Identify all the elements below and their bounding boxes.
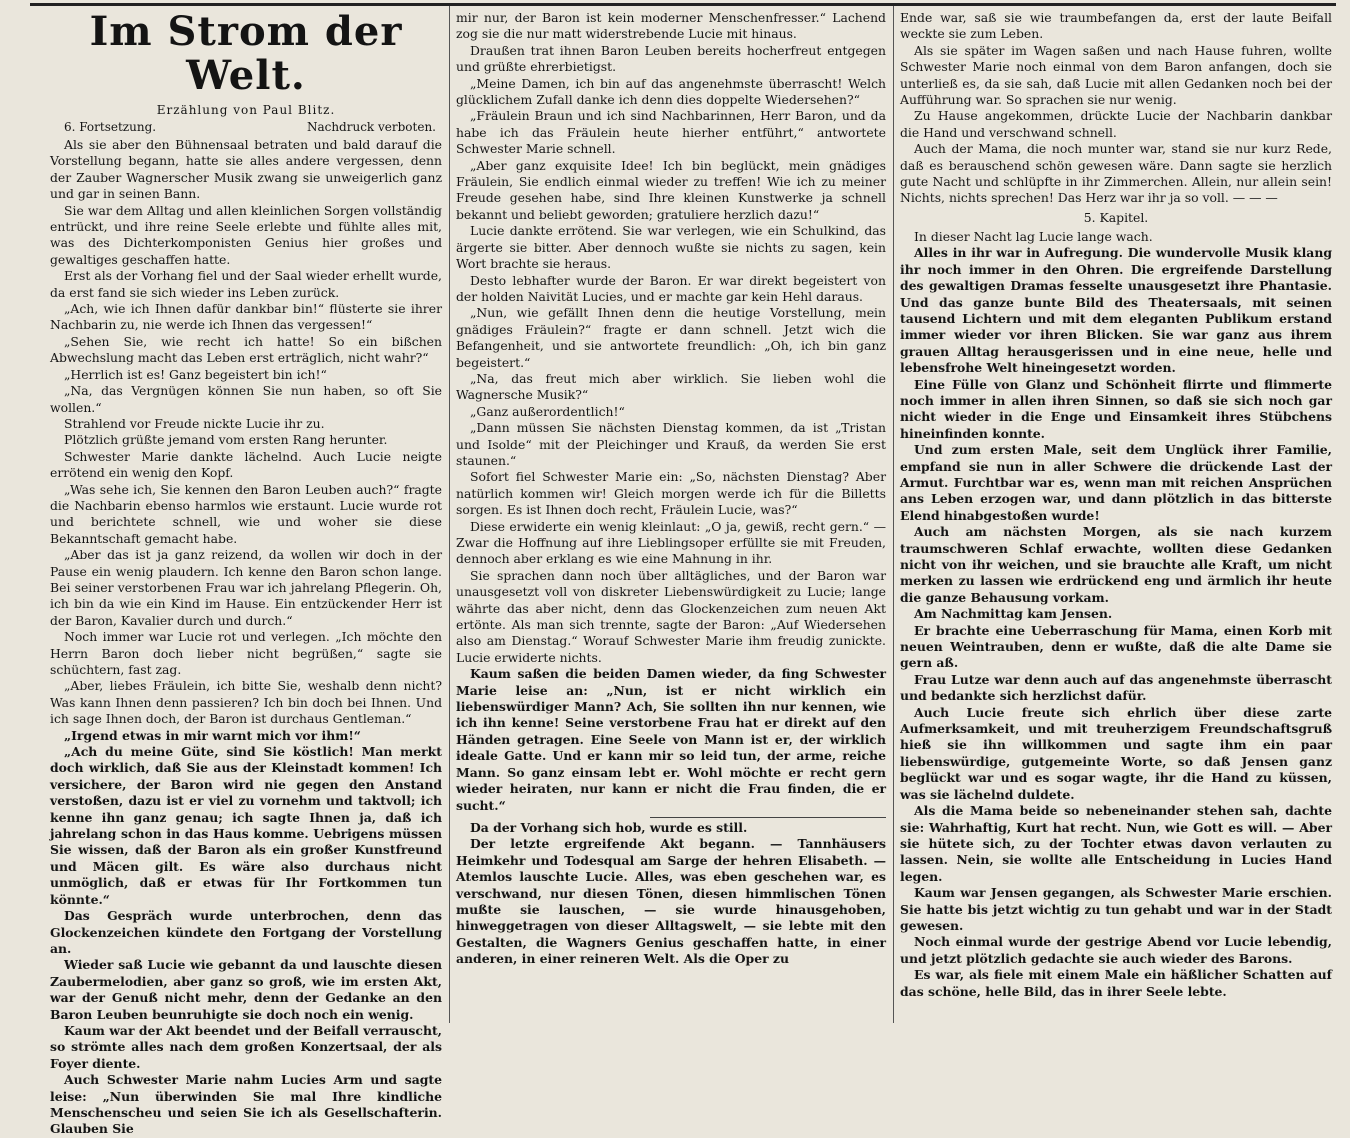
paragraph: Auch am nächsten Morgen, als sie nach kurzem traumschweren Schlaf erwachte, wollten diese Gedanken nicht von ihr weichen, und sie brauchte alle Kraft, um nicht merken zu lassen wie erdrückend eng und ärmlich ihr heute die ganze Behausung vorkam.	[900, 524, 1332, 605]
paragraph: Sie sprachen dann noch über alltägliches, und der Baron war unausgesetzt voll von diskreter Liebenswürdigkeit zu Lucie; lange währte das aber nicht, denn das Glockenzeichen zum neuen Akt ertönte. Als man sich trennte, sagte der Baron: „Auf Wiedersehen also am Dienstag.“ Worauf Schwester Marie ihm freudig zunickte. Lucie erwiderte nichts.	[456, 567, 886, 665]
paragraph: „Herrlich ist es! Ganz begeistert bin ich!“	[64, 366, 327, 382]
paragraph: Kaum war Jensen gegangen, als Schwester Marie erschien. Sie hatte bis jetzt wichtig zu tun gehabt und war in der Stadt gewesen.	[900, 885, 1332, 933]
paragraph: Das Gespräch wurde unterbrochen, denn das Glockenzeichen kündete den Fortgang der Vorstellung an.	[50, 908, 442, 956]
article-meta	[50, 119, 442, 136]
paragraph: mir nur, der Baron ist kein moderner Menschenfresser.“ Lachend zog sie die nur matt widerstrebende Lucie mit hinaus.	[456, 10, 886, 42]
paragraph: Lucie dankte errötend. Sie war verlegen, wie ein Schulkind, das ärgerte sie bitter. Aber dennoch wußte sie nichts zu sagen, kein Wort brachte sie heraus.	[456, 223, 886, 272]
column-1	[50, 8, 442, 1137]
paragraph: „Na, das Vergnügen können Sie nun haben, so oft Sie wollen.“	[50, 383, 442, 415]
paragraph: Erst als der Vorhang fiel und der Saal wieder erhellt wurde, da erst fand sie sich wieder ins Leben zurück.	[50, 268, 442, 300]
paragraph: Frau Lutze war denn auch auf das angenehmste überrascht und bedankte sich herzlichst dafür.	[900, 671, 1332, 704]
paragraph: Alles in ihr war in Aufregung. Die wundervolle Musik klang ihr noch immer in den Ohren. Die ergreifende Darstellung des gewaltigen Dramas fesselte unausgesetzt ihre Phantasie. Und das ganze bunte Bild des Theatersaals, mit seinen tausend Lichtern und mit dem eleganten Publikum erstand immer wieder vor ihren Blicken. Sie war ganz aus ihrem grauen Alltag herausgerissen und in eine neue, helle und lebensfrohe Welt hineingesetzt worden.	[900, 245, 1332, 376]
paragraph: Auch der Mama, die noch munter war, stand sie nur kurz Rede, daß es berauschend schön gewesen wäre. Dann sagte sie herzlich gute Nacht und schlüpfte in ihr Zimmerchen. Allein, nur allein sein! Nichts, nichts sprechen! Das Herz war ihr ja so voll. — — —	[900, 141, 1332, 206]
paragraph: „Ach du meine Güte, sind Sie köstlich! Man merkt doch wirklich, daß Sie aus der Kleinstadt kommen! Ich versichere, der Baron wird nie gegen den Anstand verstoßen, dazu ist er viel zu vornehm und taktvoll; ich kenne ihn ganz genau; ich sagte Ihnen ja, daß ich jahrelang schon in das Haus komme. Uebrigens müssen Sie wissen, daß der Baron als ein großer Kunstfreund und Mäcen gilt. Es wäre also durchaus nicht unmöglich, daß er etwas für Ihr Fortkommen tun könnte.“	[50, 744, 442, 907]
paragraph: Er brachte eine Ueberraschung für Mama, einen Korb mit neuen Weintrauben, denn er wußte, daß die alte Dame sie gern aß.	[900, 622, 1332, 671]
section-rule	[650, 817, 887, 818]
paragraph: Ende war, saß sie wie traumbefangen da, erst der laute Beifall weckte sie zum Leben.	[900, 10, 1332, 42]
paragraph: Zu Hause angekommen, drückte Lucie der Nachbarin dankbar die Hand und verschwand schnell.	[900, 108, 1332, 140]
paragraph: Es war, als fiele mit einem Male ein häßlicher Schatten auf das schöne, helle Bild, das in ihrer Seele lebte.	[900, 967, 1332, 999]
paragraph: „Aber das ist ja ganz reizend, da wollen wir doch in der Pause ein wenig plaudern. Ich kenne den Baron schon lange. Bei seiner verstorbenen Frau war ich jahrelang Pflegerin. Oh, ich bin da wie ein Kind im Hause. Ein entzückender Herr ist der Baron, Kavalier durch und durch.“	[50, 547, 442, 628]
paragraph: „Aber, liebes Fräulein, ich bitte Sie, weshalb denn nicht? Was kann Ihnen denn passieren? Ich bin doch bei Ihnen. Und ich sage Ihnen doch, der Baron ist durchaus Gentleman.“	[50, 678, 442, 727]
paragraph: „Irgend etwas in mir warnt mich vor ihm!“	[64, 727, 361, 743]
paragraph: „Meine Damen, ich bin auf das angenehmste überrascht! Welch glücklichem Zufall danke ich denn dies doppelte Wiedersehen?“	[456, 75, 886, 108]
paragraph: Draußen trat ihnen Baron Leuben bereits hocherfreut entgegen und grüßte ehrerbietigst.	[456, 42, 886, 75]
paragraph: Am Nachmittag kam Jensen.	[914, 606, 1113, 622]
paragraph: Kaum war der Akt beendet und der Beifall verrauscht, so strömte alles nach dem großen Konzertsaal, der als Foyer diente.	[50, 1022, 442, 1071]
paragraph: „Aber ganz exquisite Idee! Ich bin beglückt, mein gnädiges Fräulein, Sie endlich einmal wieder zu treffen! Wie ich zu meiner Freude gesehen habe, sind Ihre kleinen Kunstwerke ja schnell bekannt und beliebt geworden; gratuliere herzlich dazu!“	[456, 157, 886, 222]
paragraph: Eine Fülle von Glanz und Schönheit flirrte und flimmerte noch immer in allen ihren Sinnen, so daß sie sich noch gar nicht wieder in die Enge und Einsamkeit ihres Stübchens hineinfinden konnte.	[900, 376, 1332, 441]
paragraph: „Dann müssen Sie nächsten Dienstag kommen, da ist „Tristan und Isolde“ mit der Pleichinger und Krauß, da werden Sie erst staunen.“	[456, 420, 886, 468]
paragraph: Noch immer war Lucie rot und verlegen. „Ich möchte den Herrn Baron doch lieber nicht begrüßen,“ sagte sie schüchtern, fast zag.	[50, 629, 442, 677]
paragraph: Sie war dem Alltag und allen kleinlichen Sorgen vollständig entrückt, und ihre reine Seele erlebte und fühlte alles mit, was des Dichterkomponisten Genius hier großes und gewaltiges geschaffen hatte.	[50, 202, 442, 267]
installment-label: 6. Fortsetzung.	[64, 120, 157, 134]
column-3	[900, 10, 1332, 1023]
column-rule	[449, 6, 450, 1023]
paragraph: Da der Vorhang sich hob, wurde es still.	[470, 819, 748, 835]
paragraph: „Na, das freut mich aber wirklich. Sie lieben wohl die Wagnersche Musik?“	[456, 370, 886, 403]
chapter-heading: 5. Kapitel.	[1083, 209, 1149, 225]
column-rule	[893, 6, 894, 1023]
paragraph: Kaum saßen die beiden Damen wieder, da fing Schwester Marie leise an: „Nun, ist er nicht wirklich ein liebenswürdiger Mann? Ach, Sie sollten ihn nur kennen, wie ich ihn kenne! Seine verstorbene Frau hat er direkt auf den Händen getragen. Eine Seele von Mann ist er, der wirklich ideale Gatte. Und er kann mir so leid tun, der arme, reiche Mann. So ganz einsam lebt er. Wohl möchte er recht gern wieder heiraten, nur kann er nicht die Frau finden, die er sucht.“	[456, 666, 886, 813]
paragraph: „Was sehe ich, Sie kennen den Baron Leuben auch?“ fragte die Nachbarin ebenso harmlos wie erstaunt. Lucie wurde rot und berichtete schnell, wie und woher sie diese Bekanntschaft gemacht habe.	[50, 481, 442, 546]
paragraph: Desto lebhafter wurde der Baron. Er war direkt begeistert von der holden Naivität Lucies, und er machte gar kein Hehl daraus.	[456, 272, 886, 304]
paragraph: Wieder saß Lucie wie gebannt da und lauschte diesen Zaubermelodien, aber ganz so groß, wie im ersten Akt, war der Genuß nicht mehr, denn der Gedanke an den Baron Leuben beunruhigte sie doch noch ein wenig.	[50, 957, 442, 1022]
paragraph: Auch Lucie freute sich ehrlich über diese zarte Aufmerksamkeit, und mit treuherzigem Freundschaftsgruß hieß sie ihn willkommen und sagte ihm ein paar liebenswürdige, gutgemeinte Worte, so daß Jensen ganz beglückt war und es sogar wagte, ihr die Hand zu küssen, was sie lächelnd duldete.	[900, 704, 1332, 802]
paragraph: Diese erwiderte ein wenig kleinlaut: „O ja, gewiß, recht gern.“ — Zwar die Hoffnung auf ihre Lieblingsoper erfüllte sie mit Freuden, dennoch aber erklang es wie eine Mahnung in ihr.	[456, 518, 886, 567]
paragraph: Als die Mama beide so nebeneinander stehen sah, dachte sie: Wahrhaftig, Kurt hat recht. Nun, wie Gott es will. — Aber sie hütete sich, zu der Tochter etwas davon verlauten zu lassen. Nein, sie wollte alle Entscheidung in Lucies Hand legen.	[900, 803, 1332, 884]
column-2	[456, 10, 886, 1023]
paragraph: Als sie aber den Bühnensaal betraten und bald darauf die Vorstellung begann, hatte sie alles andere vergessen, denn der Zauber Wagnerscher Musik zwang sie unweigerlich ganz und gar in seinen Bann.	[50, 137, 442, 202]
paragraph: „Ganz außerordentlich!“	[470, 403, 625, 419]
paragraph: In dieser Nacht lag Lucie lange wach.	[914, 228, 1153, 244]
paragraph: „Fräulein Braun und ich sind Nachbarinnen, Herr Baron, und da habe ich das Fräulein heute hierher entführt,“ antwortete Schwester Marie schnell.	[456, 108, 886, 157]
paragraph: Plötzlich grüßte jemand vom ersten Rang herunter.	[64, 432, 388, 448]
paragraph: Schwester Marie dankte lächelnd. Auch Lucie neigte errötend ein wenig den Kopf.	[50, 448, 442, 481]
article-byline: Erzählung von Paul Blitz.	[156, 103, 336, 117]
copyright-note: Nachdruck verboten.	[306, 120, 436, 134]
paragraph: „Sehen Sie, wie recht ich hatte! So ein bißchen Abwechslung macht das Leben erst erträglich, nicht wahr?“	[50, 333, 442, 366]
paragraph: Als sie später im Wagen saßen und nach Hause fuhren, wollte Schwester Marie noch einmal von dem Baron anfangen, doch sie unterließ es, da sie sah, daß Lucie mit allen Gedanken noch bei der Aufführung war. So sprachen sie nur wenig.	[900, 42, 1332, 108]
article-title: Im Strom der Welt.	[89, 8, 403, 99]
paragraph: „Ach, wie ich Ihnen dafür dankbar bin!“ flüsterte sie ihrer Nachbarin zu, nie werde ich Ihnen das vergessen!“	[50, 301, 442, 333]
paragraph: Der letzte ergreifende Akt begann. — Tannhäusers Heimkehr und Todesqual am Sarge der hehren Elisabeth. — Atemlos lauschte Lucie. Alles, was eben geschehen war, es verschwand, nur diesen Tönen, diesen himmlischen Tönen mußte sie lauschen, — sie wurde hinausgehoben, hinweggetragen von dieser Alltagswelt, — sie lebte mit den Gestalten, die Wagners Genius geschaffen hatte, in einer anderen, in einer reineren Welt. Als die Oper zu	[456, 836, 886, 967]
paragraph: Sofort fiel Schwester Marie ein: „So, nächsten Dienstag? Aber natürlich kommen wir! Gleich morgen werde ich für die Billetts sorgen. Es ist Ihnen doch recht, Fräulein Lucie, was?“	[456, 469, 886, 518]
top-rule	[30, 3, 1336, 6]
paragraph: Und zum ersten Male, seit dem Unglück ihrer Familie, empfand sie nun in aller Schwere die drückende Last der Armut. Furchtbar war es, wenn man mit reichen Ansprüchen ans Leben erzogen war, und dann plötzlich in das bitterste Elend hinabgestoßen wurde!	[900, 442, 1332, 523]
paragraph: „Nun, wie gefällt Ihnen denn die heutige Vorstellung, mein gnädiges Fräulein?“ fragte er dann schnell. Jetzt wich die Befangenheit, und sie antwortete freundlich: „Oh, ich bin ganz begeistert.“	[456, 305, 886, 370]
paragraph: Strahlend vor Freude nickte Lucie ihr zu.	[64, 415, 325, 431]
paragraph: Noch einmal wurde der gestrige Abend vor Lucie lebendig, und jetzt plötzlich gedachte sie auch wieder des Barons.	[900, 934, 1332, 966]
paragraph: Auch Schwester Marie nahm Lucies Arm und sagte leise: „Nun überwinden Sie mal Ihre kindliche Menschenscheu und seien Sie ich als Gesellschafterin. Glauben Sie	[50, 1072, 442, 1137]
